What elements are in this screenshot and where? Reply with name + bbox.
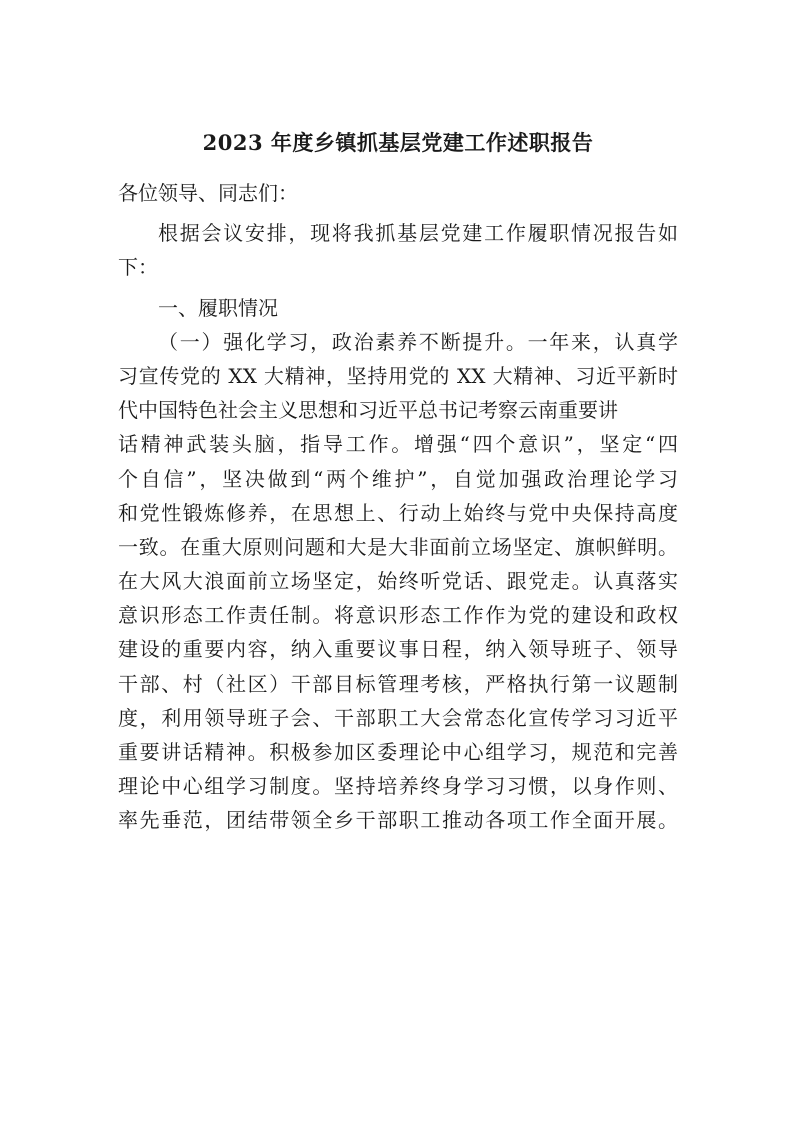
paragraph-line: 意识形态工作责任制。将意识形态工作作为党的建设和政权 [118,603,678,628]
document-page [118,128,678,838]
paragraph-line: 话精神武装头脑，指导工作。增强“四个意识”，坚定“四 [118,432,678,457]
paragraph-line: （一）强化学习，政治素养不断提升。一年来，认真学 [158,329,678,354]
paragraph-line: 习宣传党的 XX 大精神，坚持用党的 XX 大精神、习近平新时 [118,363,678,388]
paragraph-line: 建设的重要内容，纳入重要议事日程，纳入领导班子、领导 [118,637,678,662]
paragraph-line: 率先垂范，团结带领全乡干部职工推动各项工作全面开展。 [118,808,678,833]
section-heading: 一、履职情况 [158,295,278,320]
intro-paragraph [118,216,678,284]
paragraph-line: 个自信”，坚决做到“两个维护”，自觉加强政治理论学习 [118,466,678,491]
document-title: 2023 年度乡镇抓基层党建工作述职报告 [202,130,594,155]
paragraph-line: 和党性锻炼修养，在思想上、行动上始终与党中央保持高度 [118,500,678,525]
paragraph-line: 干部、村（社区）干部目标管理考核，严格执行第一议题制 [118,671,678,696]
paragraph-line: 代中国特色社会主义思想和习近平总书记考察云南重要讲 [118,398,618,423]
paragraph-line: 在大风大浪面前立场坚定，始终听党话、跟党走。认真落实 [118,569,678,594]
greeting: 各位领导、同志们： [118,181,298,205]
paragraph-1 [118,325,678,838]
paragraph-line: 理论中心组学习制度。坚持培养终身学习习惯，以身作则、 [118,774,678,799]
intro-line: 根据会议安排，现将我抓基层党建工作履职情况报告如 [158,221,678,246]
paragraph-line: 重要讲话精神。积极参加区委理论中心组学习，规范和完善 [118,740,678,764]
intro-line: 下： [118,255,158,280]
paragraph-line: 一致。在重大原则问题和大是大非面前立场坚定、旗帜鲜明。 [118,534,678,559]
paragraph-line: 度，利用领导班子会、干部职工大会常态化宣传学习习近平 [118,705,678,730]
